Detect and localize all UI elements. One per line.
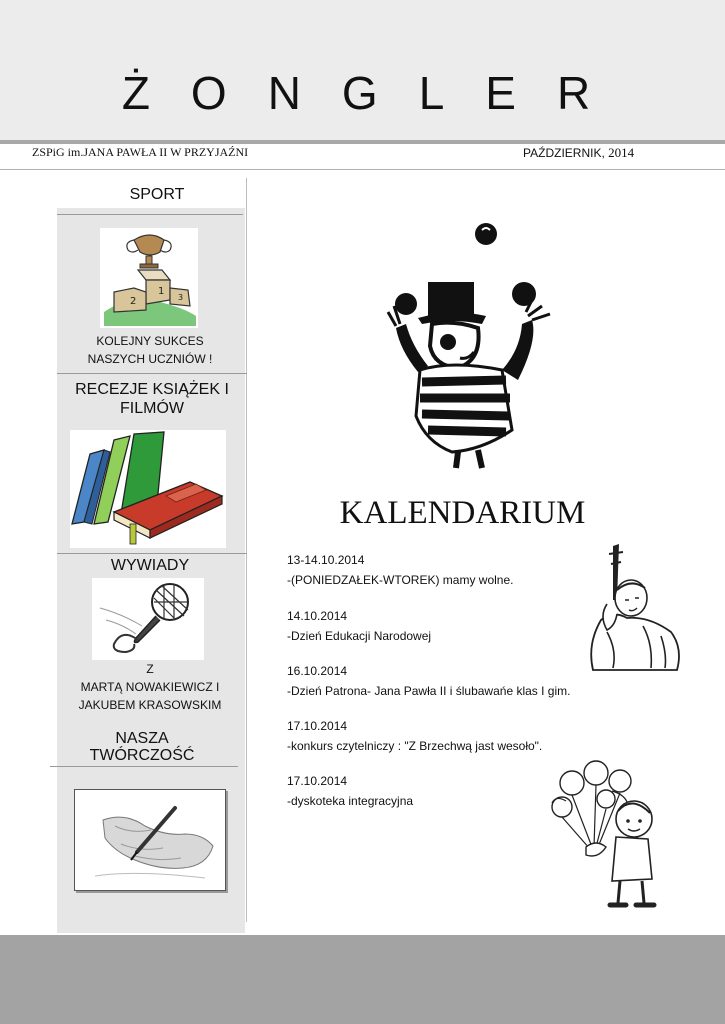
section-title-creative[interactable] xyxy=(57,730,227,764)
calendar-event xyxy=(287,606,431,646)
issue-month: PAŹDZIERNIK, xyxy=(523,146,605,160)
masthead-rule xyxy=(0,140,725,144)
interviews-caption-line: MARTĄ NOWAKIEWICZ I xyxy=(80,680,220,694)
sport-caption-line: NASZYCH UCZNIÓW ! xyxy=(87,352,213,366)
child-with-flowers-illustration xyxy=(536,755,676,920)
event-date: 14.10.2014 xyxy=(287,609,348,623)
event-date: 16.10.2014 xyxy=(287,664,348,678)
section-rule xyxy=(57,214,243,215)
microphone-icon xyxy=(92,578,204,660)
calendar-event xyxy=(287,771,413,811)
books-icon xyxy=(70,430,226,548)
calendar-event xyxy=(287,661,570,701)
section-rule xyxy=(57,373,247,374)
svg-text:2: 2 xyxy=(130,296,137,307)
pope-illustration xyxy=(573,540,699,676)
sidebar-divider xyxy=(246,178,247,922)
sport-caption xyxy=(57,332,243,368)
event-date: 17.10.2014 xyxy=(287,774,348,788)
sport-caption-line: KOLEJNY SUKCES xyxy=(96,334,204,348)
school-name: ZSPiG im.JANA PAWŁA II W PRZYJAŹNI xyxy=(32,145,249,159)
trophy-podium-icon xyxy=(100,228,198,328)
svg-text:1: 1 xyxy=(158,286,165,297)
calendar-heading: KALENDARIUM xyxy=(339,495,586,531)
event-description: -konkurs czytelniczy : "Z Brzechwą jast wesoło". xyxy=(287,739,543,753)
subheader-rule xyxy=(0,169,725,170)
interviews-caption xyxy=(57,660,243,714)
event-description: -(PONIEDZAŁEK-WTOREK) mamy wolne. xyxy=(287,573,514,587)
newspaper-title: ŻONGLER xyxy=(121,67,632,119)
section-rule xyxy=(57,553,247,554)
reviews-title-line: FILMÓW xyxy=(120,400,184,417)
event-date: 13-14.10.2014 xyxy=(287,553,365,567)
event-description: -dyskoteka integracyjna xyxy=(287,794,414,808)
calendar-event xyxy=(287,716,542,756)
section-title-sport[interactable]: SPORT xyxy=(129,186,185,203)
event-description: -Dzień Patrona- Jana Pawła II i ślubawańe klas I gim. xyxy=(287,684,571,698)
section-rule xyxy=(50,766,238,767)
creative-title-line: TWÓRCZOŚĆ xyxy=(89,747,195,764)
creative-title-line: NASZA xyxy=(115,730,169,747)
interviews-caption-line: JAKUBEM KRASOWSKIM xyxy=(78,698,222,712)
footer-band xyxy=(0,935,725,1024)
issue-year: 2014 xyxy=(608,145,635,160)
writing-hand-icon xyxy=(74,789,226,891)
event-description: -Dzień Edukacji Narodowej xyxy=(287,629,432,643)
reviews-title-line: RECEZJE KSIĄŻEK I xyxy=(75,381,229,398)
section-title-interviews[interactable]: WYWIADY xyxy=(110,557,190,574)
svg-text:3: 3 xyxy=(178,293,184,302)
event-date: 17.10.2014 xyxy=(287,719,348,733)
issue-date xyxy=(523,145,634,161)
calendar-event xyxy=(287,550,513,590)
section-title-reviews[interactable] xyxy=(57,380,247,418)
interviews-caption-line: Z xyxy=(146,662,154,676)
juggler-illustration xyxy=(382,220,562,470)
